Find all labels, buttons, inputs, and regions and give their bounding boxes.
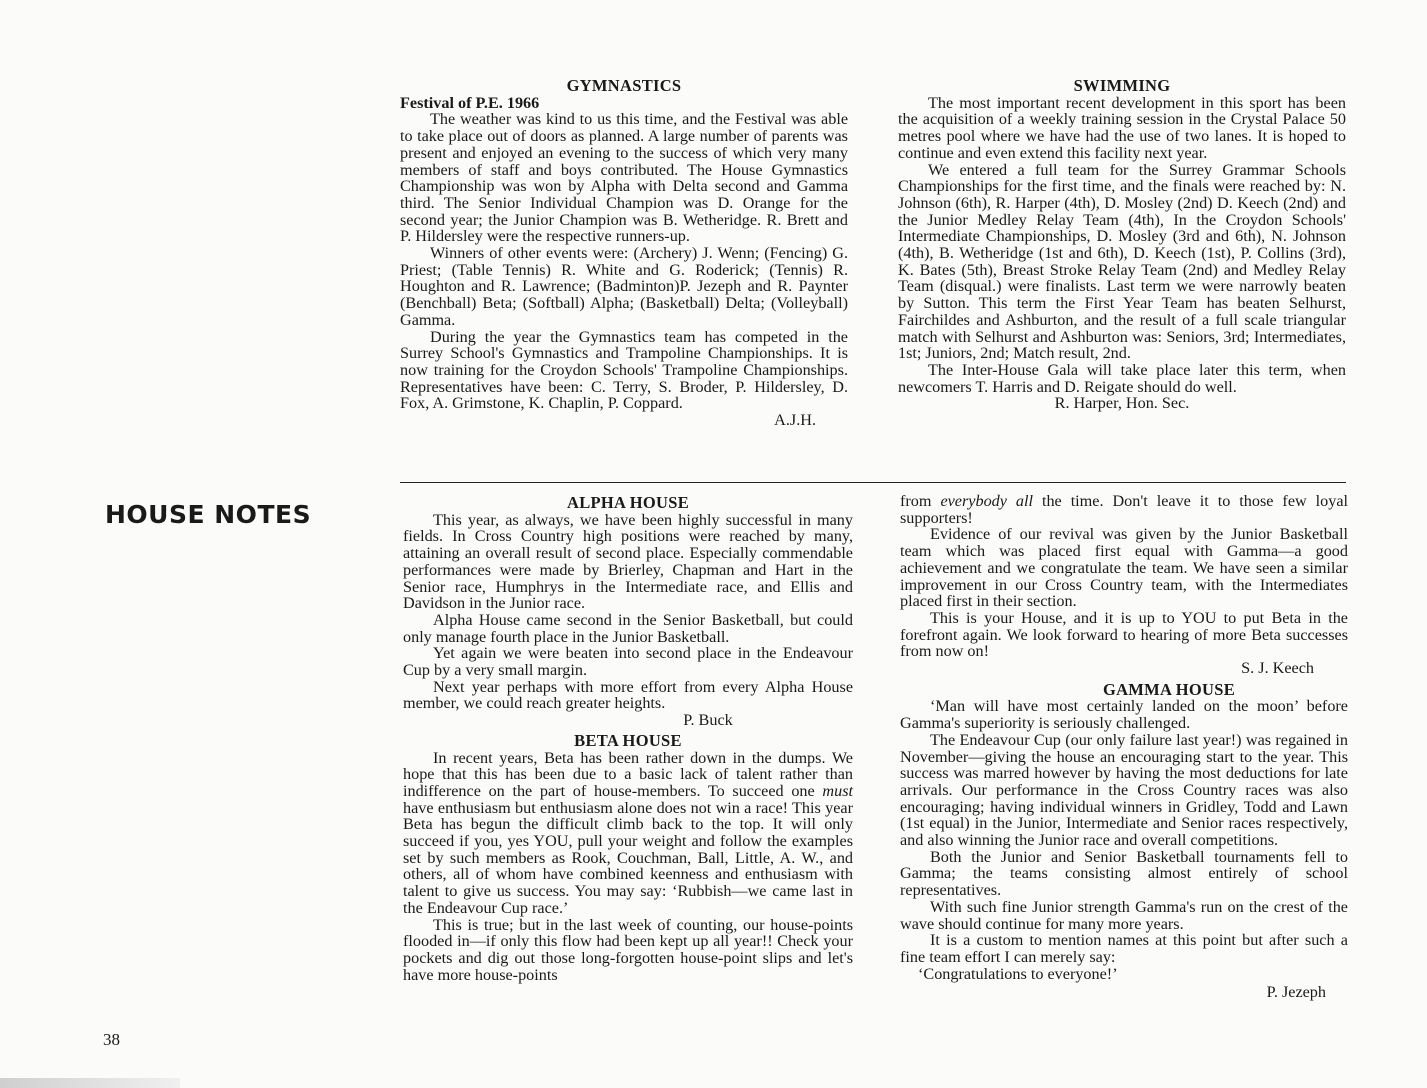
beta-signature: S. J. Keech <box>1241 659 1314 678</box>
beta-continuation <box>900 493 1348 526</box>
gamma-paragraph: It is a custom to mention names at this point but after such a fine team effort I can merely say: <box>900 931 1348 966</box>
alpha-signature: P. Buck <box>683 711 733 730</box>
beta-paragraph: This is your House, and it is up to YOU to put Beta in the forefront again. We look forward to hearing of more Beta successes from now on! <box>900 608 1348 661</box>
house-notes-left-column <box>403 495 853 983</box>
section-divider <box>400 482 1346 483</box>
swimming-signature: R. Harper, Hon. Sec. <box>1054 394 1190 413</box>
beta-emphasis: everybody all <box>940 492 1033 510</box>
swimming-heading: SWIMMING <box>1073 76 1171 95</box>
gymnastics-signature: A.J.H. <box>774 411 816 430</box>
beta-emphasis: must <box>822 781 853 800</box>
alpha-paragraph: Yet again we were beaten into second place in the Endeavour Cup by a very small margin. <box>403 644 853 680</box>
swimming-paragraph: The Inter-House Gala will take place later this term, when newcomers T. Harris and D. Reigate should do well. <box>898 360 1346 396</box>
gymnastics-subheading: Festival of P.E. 1966 <box>400 93 540 112</box>
gamma-paragraph: ‘Congratulations to everyone!’ <box>918 964 1118 983</box>
gamma-paragraph: Both the Junior and Senior Basketball tournaments fell to Gamma; the teams consisting almost entirely of school representatives. <box>900 847 1348 900</box>
swimming-paragraph: The most important recent development in this sport has been the acquisition of a weekly training session in the Crystal Palace 50 metres pool where we have had the use of two lanes. It is hoped to continue and even extend this facility next year. <box>898 93 1346 162</box>
swimming-paragraph: We entered a full team for the Surrey Grammar Schools Championships for the first time, and the finals were reached by: N. Johnson (6th), R. Harper (4th), D. Mosley (2nd) D. Keech (2nd) and the Junior Medley Relay Team (4th), In the Croydon Schools' Intermediate Championships, D. Mosley (3rd and 6th), N. Johnson (4th), B. Wetheridge (1st and 6th), D. Keech (1st), P. Collins (3rd), K. Bates (5th), Breast Stroke Relay Team (2nd) and Medley Relay Team (disqual.) were finalists. Last term we were narrowly beaten by Sutton. This term the First Year Team has beaten Selhurst, Fairchildes and Ashburton, and the result of a full scale triangular match with Selhurst and Ashburton was: Seniors, 3rd; Intermediates, 1st; Juniors, 2nd; Match result, 2nd. <box>898 160 1346 363</box>
gymnastics-paragraph: Winners of other events were: (Archery) J. Wenn; (Fencing) G. Priest; (Table Tennis) R. White and G. Roderick; (Tennis) R. Houghton and R. Lawrence; (Badminton)P. Jezeph and R. Paynter (Benchball) Beta; (Softball) Alpha; (Basketball) Delta; (Volleyball) Gamma. <box>400 244 848 329</box>
beta-text: the time. Don't leave it to those few loyal supporters! <box>900 492 1349 527</box>
beta-text: from <box>900 492 941 510</box>
swimming-article <box>898 78 1346 412</box>
gamma-paragraph: The Endeavour Cup (our only failure last year!) was regained in November—giving the house an encouraging start to the year. This success was marred however by having the most deductions for late arrivals. Our performance in the Cross Country races was also encouraging; having individual winners in Gridley, Todd and Lawn (1st equal) in the Junior, Intermediate and Senior races respectively, and also winning the Junior race and overall competitions. <box>900 730 1348 850</box>
section-title: HOUSE NOTES <box>105 500 312 529</box>
house-notes-right-column <box>900 493 1348 1001</box>
gamma-paragraph: ‘Man will have most certainly landed on the moon’ before Gamma's superiority is seriously challenged. <box>900 697 1348 733</box>
gymnastics-article <box>400 78 848 429</box>
beta-paragraph: Evidence of our revival was given by the Junior Basketball team which was placed first equal with Gamma—a good achievement and we congratulate the team. We have seen a similar improvement in our Cross Country team, with the Intermediates placed first in their section. <box>900 525 1348 611</box>
alpha-heading: ALPHA HOUSE <box>566 493 690 512</box>
gamma-signature: P. Jezeph <box>1266 983 1326 1002</box>
beta-text: have enthusiasm but enthusiasm alone does not win a race! This year Beta has begun the difficult climb back to the top. It will only succeed if you, yes YOU, pull your weight and follow the examples set by such members as Rook, Couchman, Ball, Little, A. W., and others, all of whom have combined keenness and enthusiasm with talent to give us success. You may say: ‘Rubbish—we came last in the Endeavour Cup race.’ <box>403 798 853 917</box>
gamma-paragraph: With such fine Junior strength Gamma's run on the crest of the wave should continue for many more years. <box>900 897 1348 933</box>
gymnastics-paragraph: The weather was kind to us this time, and the Festival was able to take place out of doors as planned. A large number of parents was present and enjoyed an evening to the success of which very many members of staff and boys contributed. The House Gymnastics Championship was won by Alpha with Delta second and Gamma third. The Senior Individual Champion was D. Orange for the second year; the Junior Champion was B. Wetheridge. R. Brett and P. Hildersley were the respective runners-up. <box>400 110 848 246</box>
beta-paragraph: This is true; but in the last week of counting, our house-points flooded in—if only this flow had been kept up all year!! Check your pockets and dig out those long-forgotten house-point slips and let's have more house-points <box>403 915 853 984</box>
beta-heading: BETA HOUSE <box>574 730 682 750</box>
gamma-heading: GAMMA HOUSE <box>1102 679 1236 699</box>
scan-edge <box>0 1078 180 1088</box>
alpha-paragraph: Alpha House came second in the Senior Basketball, but could only manage fourth place in the Junior Basketball. <box>403 610 853 646</box>
gymnastics-heading: GYMNASTICS <box>566 76 682 95</box>
alpha-paragraph: This year, as always, we have been highly successful in many fields. In Cross Country high positions were reached by many, attaining an overall result of second place. Especially commendable performances were made by Brierley, Chapman and Hart in the Senior race, Humphrys in the Intermediate race, and Ellis and Davidson in the Junior race. <box>403 510 853 613</box>
gymnastics-paragraph: During the year the Gymnastics team has competed in the Surrey School's Gymnastics and Trampoline Championships. It is now training for the Croydon Schools' Trampoline Championships. Representatives have been: C. Terry, S. Broder, P. Hildersley, D. Fox, A. Grimstone, K. Chaplin, P. Coppard. <box>400 327 848 413</box>
page-number: 38 <box>103 1030 120 1049</box>
beta-paragraph <box>403 750 853 917</box>
alpha-paragraph: Next year perhaps with more effort from every Alpha House member, we could reach greater heights. <box>403 677 853 713</box>
beta-text: In recent years, Beta has been rather down in the dumps. We hope that this has been due to a basic lack of talent rather than indifference on the part of house-members. To succeed one <box>403 748 853 800</box>
